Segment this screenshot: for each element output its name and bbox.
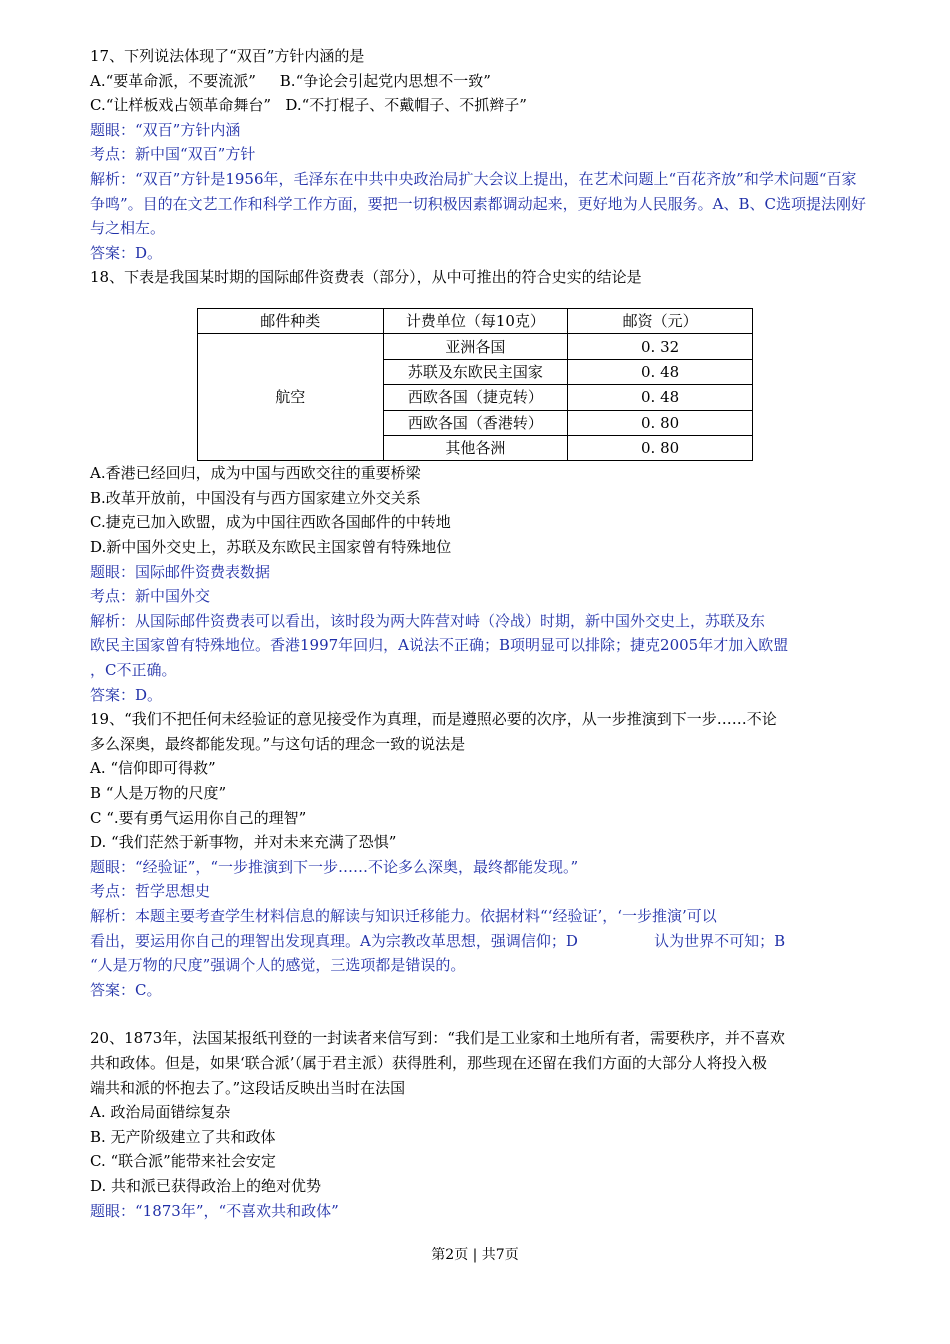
table-cell-unit: 苏联及东欧民主国家	[383, 359, 568, 384]
q17-options-cd: C.“让样板戏占领革命舞台” D.“不打棍子、不戴帽子、不抓辫子”	[90, 96, 527, 115]
q19-kaodian: 考点：哲学思想史	[90, 882, 211, 901]
q19-stem-line1: 19、“我们不把任何未经验证的意见接受作为真理，而是遵照必要的次序，从一步推演到下一步……不论	[90, 710, 777, 729]
q19-jiexi-line1: 解析：本题主要考查学生材料信息的解读与知识迁移能力。依据材料“‘经验证’，‘一步推演’可以	[90, 906, 717, 925]
q20-option-a: A. 政治局面错综复杂	[90, 1103, 231, 1122]
q17-jiexi: 解析：“双百”方针是1956年，毛泽东在中共中央政治局扩大会议上提出，在艺术问题上“百花齐放”和学术问题“百家争鸣”。目的在文艺工作和科学工作方面，要把一切积极因素都调动起来，更好地为人民服务。A、B、C选项提法刚好与之相左。	[90, 169, 867, 238]
table-cell-unit: 其他各洲	[383, 435, 568, 460]
q18-option-b: B.改革开放前，中国没有与西方国家建立外交关系	[90, 488, 421, 507]
q19-answer: 答案：C。	[90, 980, 162, 999]
q20-stem-line1: 20、1873年，法国某报纸刊登的一封读者来信写到：“我们是工业家和土地所有者，需要秩序，并不喜欢	[90, 1029, 785, 1048]
table-cell-price: 0. 32	[568, 334, 753, 359]
q19-tiyan: 题眼：“经验证”，“一步推演到下一步……不论多么深奥，最终都能发现。”	[90, 857, 579, 876]
table-header-cell: 邮资（元）	[568, 308, 753, 333]
q19-jiexi-line2: 看出，要运用你自己的理智出发现真理。A为宗教改革思想，强调信仰；D 认为世界不可知；B	[90, 931, 786, 950]
q17-kaodian: 考点：新中国“双百”方针	[90, 145, 256, 164]
table-header-row	[198, 308, 753, 333]
q20-option-c: C. “联合派”能带来社会安定	[90, 1152, 276, 1171]
q18-answer: 答案：D。	[90, 685, 163, 704]
q17-tiyan: 题眼：“双百”方针内涵	[90, 120, 241, 139]
table-header-cell: 计费单位（每10克）	[383, 308, 568, 333]
q19-option-a: A. “信仰即可得救”	[90, 759, 216, 778]
q18-jiexi-line1: 解析：从国际邮件资费表可以看出，该时段为两大阵营对峙（冷战）时期，新中国外交史上，苏联及东	[90, 611, 766, 630]
q18-option-d: D.新中国外交史上，苏联及东欧民主国家曾有特殊地位	[90, 538, 452, 557]
q18-jiexi-line2: 欧民主国家曾有特殊地位。香港1997年回归，A说法不正确；B项明显可以排除；捷克2005年才加入欧盟	[90, 636, 789, 655]
q18-option-a: A.香港已经回归，成为中国与西欧交往的重要桥梁	[90, 464, 421, 483]
q19-stem-line2: 多么深奥，最终都能发现。”与这句话的理念一致的说法是	[90, 734, 466, 753]
q17-stem: 17、下列说法体现了“双百”方针内涵的是	[90, 47, 365, 65]
q17-options-ab: A.“要革命派，不要流派” B.“争论会引起党内思想不一致”	[90, 71, 491, 90]
section-spacer	[90, 1002, 870, 1026]
q20-stem-line2: 共和政体。但是，如果‘联合派’（属于君主派）获得胜利，那些现在还留在我们方面的大部分人将投入极	[90, 1053, 768, 1072]
q18-kaodian: 考点：新中国外交	[90, 587, 211, 606]
q20-option-d: D. 共和派已获得政治上的绝对优势	[90, 1176, 322, 1195]
q18-stem: 18、下表是我国某时期的国际邮件资费表（部分），从中可推出的符合史实的结论是	[90, 268, 642, 287]
table-category-cell: 航空	[198, 334, 384, 461]
q19-option-c: C “.要有勇气运用你自己的理智”	[90, 808, 307, 827]
page-footer: 第2页 | 共7页	[431, 1247, 519, 1263]
q19-jiexi-line3: “人是万物的尺度”强调个人的感觉，三选项都是错误的。	[90, 956, 466, 975]
table-cell-price: 0. 48	[568, 359, 753, 384]
q18-tiyan: 题眼：国际邮件资费表数据	[90, 562, 271, 581]
table-cell-unit: 西欧各国（捷克转）	[383, 385, 568, 410]
q20-option-b: B. 无产阶级建立了共和政体	[90, 1127, 276, 1146]
document-page	[90, 44, 870, 1223]
table-cell-unit: 亚洲各国	[383, 334, 568, 359]
table-cell-price: 0. 80	[568, 435, 753, 460]
q20-tiyan: 题眼：“1873年”，“不喜欢共和政体”	[90, 1201, 339, 1220]
q19-option-d: D. “我们茫然于新事物，并对未来充满了恐惧”	[90, 833, 397, 852]
q18-jiexi-line3: ，C不正确。	[90, 661, 177, 680]
postage-table-wrapper	[197, 308, 753, 461]
q19-option-b: B “人是万物的尺度”	[90, 784, 227, 802]
q20-stem-line3: 端共和派的怀抱去了。”这段话反映出当时在法国	[90, 1078, 406, 1097]
q18-option-c: C.捷克已加入欧盟，成为中国往西欧各国邮件的中转地	[90, 513, 451, 532]
q17-answer: 答案：D。	[90, 243, 163, 262]
table-cell-unit: 西欧各国（香港转）	[383, 410, 568, 435]
table-row	[198, 334, 753, 359]
table-header-cell: 邮件种类	[198, 308, 384, 333]
postage-table	[197, 308, 753, 461]
table-cell-price: 0. 80	[568, 410, 753, 435]
table-cell-price: 0. 48	[568, 385, 753, 410]
